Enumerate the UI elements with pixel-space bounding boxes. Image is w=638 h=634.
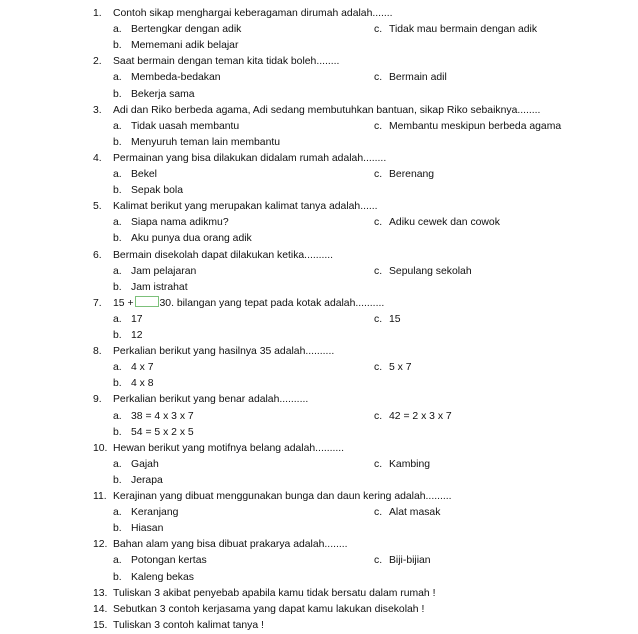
option-b: Jam istrahat bbox=[131, 282, 188, 293]
option-c: 42 = 2 x 3 x 7 bbox=[389, 411, 452, 422]
question-text: Hewan berikut yang motifnya belang adalah.......... bbox=[113, 443, 345, 454]
option-a: 4 x 7 bbox=[131, 362, 154, 373]
option-c: Tidak mau bermain dengan adik bbox=[389, 24, 538, 35]
option-c-letter: c. bbox=[374, 72, 383, 83]
option-c-letter: c. bbox=[374, 169, 383, 180]
option-b: Menyuruh teman lain membantu bbox=[131, 137, 281, 148]
option-a: 17 bbox=[131, 314, 143, 325]
option-a-letter: a. bbox=[113, 169, 122, 180]
question-number: 12. bbox=[93, 539, 108, 550]
question-text: Tuliskan 3 akibat penyebab apabila kamu tidak bersatu dalam rumah ! bbox=[113, 588, 436, 599]
question-text: Sebutkan 3 contoh kerjasama yang dapat kamu lakukan disekolah ! bbox=[113, 604, 425, 615]
question-number: 7. bbox=[93, 298, 102, 309]
options-row-ac bbox=[0, 505, 638, 521]
option-a: Gajah bbox=[131, 459, 159, 470]
option-c-letter: c. bbox=[374, 24, 383, 35]
option-a: Bertengkar dengan adik bbox=[131, 24, 242, 35]
option-a-letter: a. bbox=[113, 411, 122, 422]
question-6 bbox=[0, 248, 638, 264]
question-text: Kalimat berikut yang merupakan kalimat tanya adalah...... bbox=[113, 201, 378, 212]
options-row-b bbox=[0, 473, 638, 489]
option-a: Jam pelajaran bbox=[131, 266, 197, 277]
option-c: Sepulang sekolah bbox=[389, 266, 472, 277]
options-row-b bbox=[0, 521, 638, 537]
options-row-ac bbox=[0, 264, 638, 280]
options-row-b bbox=[0, 87, 638, 103]
option-a: Tidak uasah membantu bbox=[131, 121, 240, 132]
question-text: Adi dan Riko berbeda agama, Adi sedang membutuhkan bantuan, sikap Riko sebaiknya........ bbox=[113, 105, 541, 116]
essay-question-13 bbox=[0, 586, 638, 602]
option-c: Adiku cewek dan cowok bbox=[389, 217, 500, 228]
answer-box bbox=[135, 296, 159, 307]
option-a-letter: a. bbox=[113, 507, 122, 518]
option-b-letter: b. bbox=[113, 185, 122, 196]
options-row-b bbox=[0, 183, 638, 199]
question-text: Perkalian berikut yang benar adalah.......... bbox=[113, 394, 309, 405]
option-c: 15 bbox=[389, 314, 401, 325]
question-2 bbox=[0, 54, 638, 70]
option-c: Biji-bijian bbox=[389, 555, 431, 566]
options-row-ac bbox=[0, 119, 638, 135]
option-a: Potongan kertas bbox=[131, 555, 207, 566]
option-c-letter: c. bbox=[374, 507, 383, 518]
question-10 bbox=[0, 441, 638, 457]
essay-question-14 bbox=[0, 602, 638, 618]
option-a: Bekel bbox=[131, 169, 157, 180]
option-b-letter: b. bbox=[113, 233, 122, 244]
options-row-b bbox=[0, 280, 638, 296]
question-text-pre: 15 + bbox=[113, 298, 134, 309]
question-8 bbox=[0, 344, 638, 360]
question-number: 9. bbox=[93, 394, 102, 405]
question-number: 5. bbox=[93, 201, 102, 212]
option-a: 38 = 4 x 3 x 7 bbox=[131, 411, 194, 422]
option-c-letter: c. bbox=[374, 459, 383, 470]
question-number: 11. bbox=[93, 491, 107, 502]
option-b-letter: b. bbox=[113, 523, 122, 534]
option-c: Bermain adil bbox=[389, 72, 447, 83]
question-number: 3. bbox=[93, 105, 102, 116]
option-a-letter: a. bbox=[113, 314, 122, 325]
options-row-b bbox=[0, 38, 638, 54]
question-number: 14. bbox=[93, 604, 108, 615]
question-number: 13. bbox=[93, 588, 108, 599]
option-a: Keranjang bbox=[131, 507, 179, 518]
option-a: Siapa nama adikmu? bbox=[131, 217, 229, 228]
option-c-letter: c. bbox=[374, 555, 383, 566]
option-a-letter: a. bbox=[113, 266, 122, 277]
option-b-letter: b. bbox=[113, 427, 122, 438]
option-b-letter: b. bbox=[113, 89, 122, 100]
option-b-letter: b. bbox=[113, 475, 122, 486]
options-row-ac bbox=[0, 215, 638, 231]
option-a-letter: a. bbox=[113, 555, 122, 566]
question-text-post: 30. bilangan yang tepat pada kotak adalah.......... bbox=[159, 298, 385, 309]
options-row-b bbox=[0, 376, 638, 392]
option-c-letter: c. bbox=[374, 411, 383, 422]
option-b-letter: b. bbox=[113, 282, 122, 293]
question-number: 2. bbox=[93, 56, 102, 67]
option-a-letter: a. bbox=[113, 459, 122, 470]
option-a-letter: a. bbox=[113, 362, 122, 373]
essay-question-15 bbox=[0, 618, 638, 634]
question-11 bbox=[0, 489, 638, 505]
option-c: Alat masak bbox=[389, 507, 441, 518]
option-b: 12 bbox=[131, 330, 143, 341]
option-b: Aku punya dua orang adik bbox=[131, 233, 252, 244]
question-number: 10. bbox=[93, 443, 108, 454]
option-c: Berenang bbox=[389, 169, 435, 180]
option-b-letter: b. bbox=[113, 330, 122, 341]
question-text: Bermain disekolah dapat dilakukan ketika.......... bbox=[113, 250, 334, 261]
option-b: Hiasan bbox=[131, 523, 164, 534]
option-a-letter: a. bbox=[113, 121, 122, 132]
options-row-ac bbox=[0, 457, 638, 473]
question-text: Tuliskan 3 contoh kalimat tanya ! bbox=[113, 620, 264, 631]
option-a-letter: a. bbox=[113, 24, 122, 35]
option-a-letter: a. bbox=[113, 72, 122, 83]
question-text: Saat bermain dengan teman kita tidak boleh........ bbox=[113, 56, 340, 67]
options-row-ac bbox=[0, 360, 638, 376]
question-1 bbox=[0, 6, 638, 22]
option-b: Bekerja sama bbox=[131, 89, 195, 100]
question-9 bbox=[0, 392, 638, 408]
options-row-ac bbox=[0, 553, 638, 569]
question-text: Permainan yang bisa dilakukan didalam rumah adalah........ bbox=[113, 153, 387, 164]
option-c-letter: c. bbox=[374, 121, 383, 132]
option-c-letter: c. bbox=[374, 217, 383, 228]
option-b-letter: b. bbox=[113, 378, 122, 389]
option-a-letter: a. bbox=[113, 217, 122, 228]
question-4 bbox=[0, 151, 638, 167]
option-c: Kambing bbox=[389, 459, 431, 470]
option-b: Mememani adik belajar bbox=[131, 40, 239, 51]
option-b-letter: b. bbox=[113, 572, 122, 583]
question-text: Perkalian berikut yang hasilnya 35 adalah.......... bbox=[113, 346, 335, 357]
option-c-letter: c. bbox=[374, 362, 383, 373]
question-text bbox=[113, 296, 384, 312]
option-c: Membantu meskipun berbeda agama bbox=[389, 121, 562, 132]
options-row-b bbox=[0, 231, 638, 247]
options-row-ac bbox=[0, 409, 638, 425]
options-row-ac bbox=[0, 22, 638, 38]
question-number: 8. bbox=[93, 346, 102, 357]
question-number: 15. bbox=[93, 620, 108, 631]
option-c: 5 x 7 bbox=[389, 362, 412, 373]
options-row-ac bbox=[0, 167, 638, 183]
option-b: 4 x 8 bbox=[131, 378, 154, 389]
options-row-ac bbox=[0, 70, 638, 86]
question-7 bbox=[0, 296, 638, 312]
question-text: Bahan alam yang bisa dibuat prakarya adalah........ bbox=[113, 539, 348, 550]
option-b: Jerapa bbox=[131, 475, 163, 486]
question-number: 4. bbox=[93, 153, 102, 164]
option-c-letter: c. bbox=[374, 314, 383, 325]
question-5 bbox=[0, 199, 638, 215]
option-b: 54 = 5 x 2 x 5 bbox=[131, 427, 194, 438]
question-3 bbox=[0, 103, 638, 119]
option-a: Membeda-bedakan bbox=[131, 72, 221, 83]
options-row-b bbox=[0, 135, 638, 151]
options-row-b bbox=[0, 425, 638, 441]
option-b: Kaleng bekas bbox=[131, 572, 194, 583]
options-row-b bbox=[0, 570, 638, 586]
option-b-letter: b. bbox=[113, 40, 122, 51]
question-12 bbox=[0, 537, 638, 553]
question-text: Kerajinan yang dibuat menggunakan bunga dan daun kering adalah......... bbox=[113, 491, 452, 502]
question-number: 1. bbox=[93, 8, 102, 19]
option-b: Sepak bola bbox=[131, 185, 183, 196]
options-row-ac bbox=[0, 312, 638, 328]
question-text: Contoh sikap menghargai keberagaman dirumah adalah....... bbox=[113, 8, 393, 19]
options-row-b bbox=[0, 328, 638, 344]
option-b-letter: b. bbox=[113, 137, 122, 148]
question-number: 6. bbox=[93, 250, 102, 261]
option-c-letter: c. bbox=[374, 266, 383, 277]
